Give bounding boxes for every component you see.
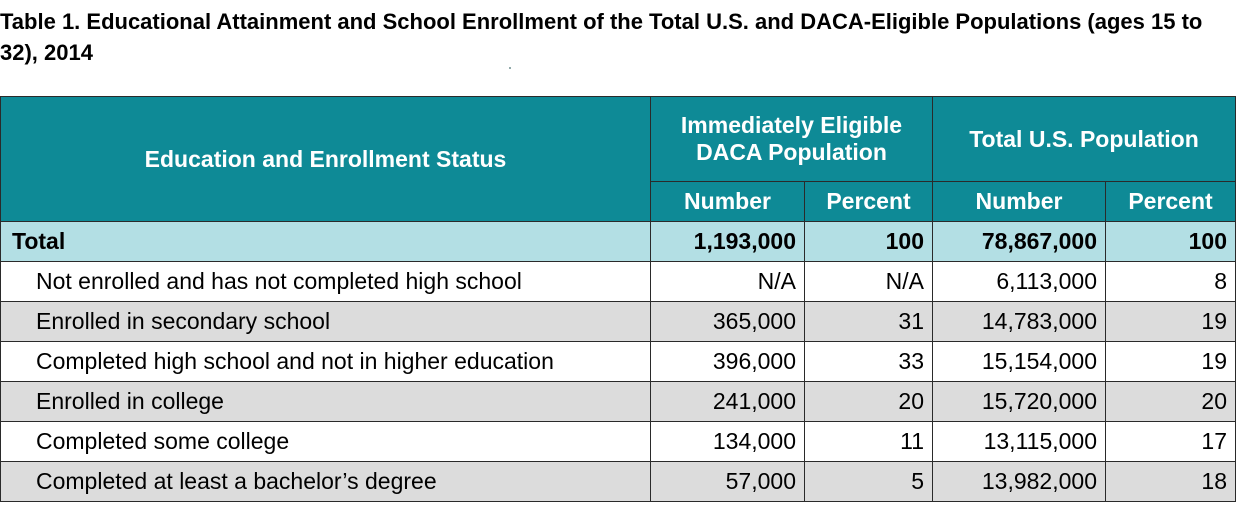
table-row bbox=[1, 382, 1236, 422]
daca-percent: 31 bbox=[805, 302, 933, 342]
header-total-us: Total U.S. Population bbox=[933, 97, 1236, 182]
row-label: Not enrolled and has not completed high school bbox=[1, 262, 651, 302]
daca-number: 57,000 bbox=[651, 462, 805, 502]
row-label: Total bbox=[1, 222, 651, 262]
us-number: 15,154,000 bbox=[933, 342, 1106, 382]
daca-percent: 5 bbox=[805, 462, 933, 502]
header-status: Education and Enrollment Status bbox=[1, 97, 651, 222]
data-table bbox=[0, 96, 1236, 502]
table-title: Table 1. Educational Attainment and School Enrollment of the Total U.S. and DACA-Eligible Populations (ages 15 to 32), 2014 bbox=[0, 9, 1203, 65]
row-label: Enrolled in secondary school bbox=[1, 302, 651, 342]
row-label: Completed some college bbox=[1, 422, 651, 462]
us-number: 14,783,000 bbox=[933, 302, 1106, 342]
daca-percent: 20 bbox=[805, 382, 933, 422]
stray-dot bbox=[509, 67, 511, 69]
row-label: Completed at least a bachelor’s degree bbox=[1, 462, 651, 502]
daca-number: 241,000 bbox=[651, 382, 805, 422]
us-percent: 8 bbox=[1106, 262, 1236, 302]
table-row bbox=[1, 262, 1236, 302]
us-percent: 20 bbox=[1106, 382, 1236, 422]
us-number: 6,113,000 bbox=[933, 262, 1106, 302]
us-percent: 100 bbox=[1106, 222, 1236, 262]
daca-number: 134,000 bbox=[651, 422, 805, 462]
us-number: 13,982,000 bbox=[933, 462, 1106, 502]
header-row-top bbox=[1, 97, 1236, 182]
us-percent: 19 bbox=[1106, 302, 1236, 342]
header-us-percent: Percent bbox=[1106, 182, 1236, 222]
daca-percent: 11 bbox=[805, 422, 933, 462]
us-percent: 19 bbox=[1106, 342, 1236, 382]
daca-percent: 100 bbox=[805, 222, 933, 262]
us-percent: 18 bbox=[1106, 462, 1236, 502]
daca-percent: N/A bbox=[805, 262, 933, 302]
table-row bbox=[1, 422, 1236, 462]
daca-number: 1,193,000 bbox=[651, 222, 805, 262]
table-row bbox=[1, 462, 1236, 502]
daca-number: 365,000 bbox=[651, 302, 805, 342]
us-number: 15,720,000 bbox=[933, 382, 1106, 422]
us-number: 13,115,000 bbox=[933, 422, 1106, 462]
daca-number: 396,000 bbox=[651, 342, 805, 382]
row-label: Enrolled in college bbox=[1, 382, 651, 422]
table-row bbox=[1, 342, 1236, 382]
daca-number: N/A bbox=[651, 262, 805, 302]
us-number: 78,867,000 bbox=[933, 222, 1106, 262]
header-us-number: Number bbox=[933, 182, 1106, 222]
table-row-total bbox=[1, 222, 1236, 262]
header-daca-percent: Percent bbox=[805, 182, 933, 222]
table-row bbox=[1, 302, 1236, 342]
row-label: Completed high school and not in higher education bbox=[1, 342, 651, 382]
header-daca-number: Number bbox=[651, 182, 805, 222]
us-percent: 17 bbox=[1106, 422, 1236, 462]
header-daca: Immediately Eligible DACA Population bbox=[651, 97, 933, 182]
daca-percent: 33 bbox=[805, 342, 933, 382]
